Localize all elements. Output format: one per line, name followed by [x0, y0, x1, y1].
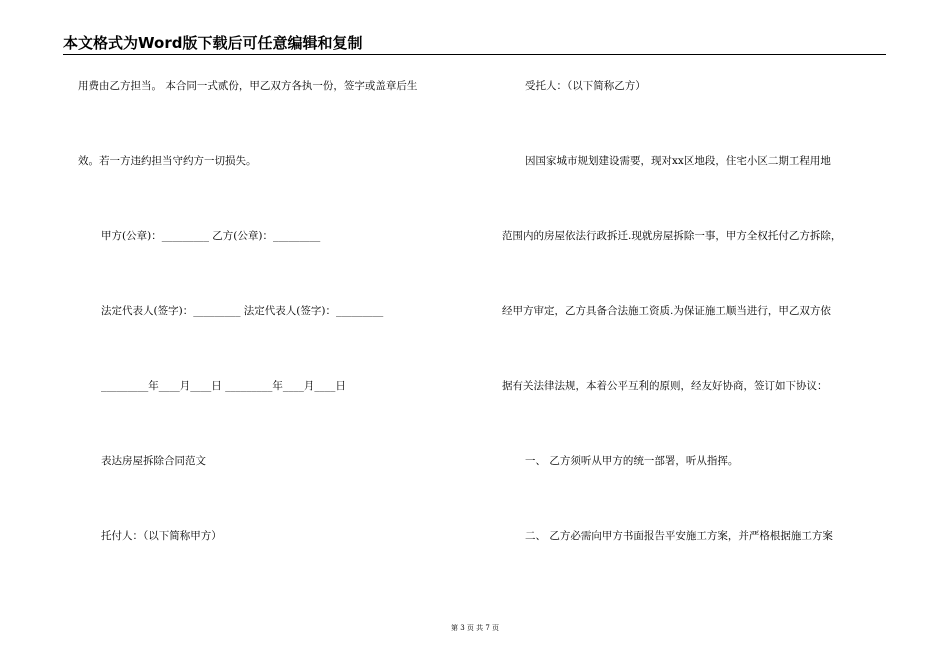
header-divider	[63, 54, 886, 55]
date-line: _________年____月____日 _________年____月____日	[101, 380, 346, 392]
left-line-2: 效。若一方违约担当守约方一切损失。	[78, 155, 257, 167]
clause-2: 二、 乙方必需向甲方书面报告平安施工方案，并严格根据施工方案	[525, 530, 833, 542]
page-number: 第 3 页 共 7 页	[450, 624, 500, 632]
right-line-2: 因国家城市规划建设需要，现对xx区地段，住宅小区二期工程用地	[525, 155, 831, 167]
document-header-title: 本文格式为Word版下载后可任意编辑和复制	[63, 34, 363, 52]
legal-representative-line: 法定代表人(签字)：_________ 法定代表人(签字)：_________	[101, 305, 384, 317]
clause-1: 一、 乙方须听从甲方的统一部署，听从指挥。	[525, 455, 739, 467]
principal-line: 托付人：（以下简称甲方）	[101, 530, 222, 542]
left-line-1: 用费由乙方担当。 本合同一式贰份，甲乙双方各执一份，签字或盖章后生	[78, 80, 418, 92]
right-line-1: 受托人：（以下简称乙方）	[525, 80, 646, 92]
right-line-5: 据有关法律法规，本着公平互利的原则，经友好协商，签订如下协议：	[502, 380, 828, 392]
right-line-3: 范围内的房屋依法行政拆迁.现就房屋拆除一事，甲方全权托付乙方拆除，	[502, 230, 842, 242]
section-title: 表达房屋拆除合同范文	[101, 455, 206, 467]
signature-seal-line: 甲方(公章)：_________ 乙方(公章)：_________	[101, 230, 321, 242]
right-line-4: 经甲方审定，乙方具备合法施工资质.为保证施工顺当进行，甲乙双方依	[502, 305, 831, 317]
